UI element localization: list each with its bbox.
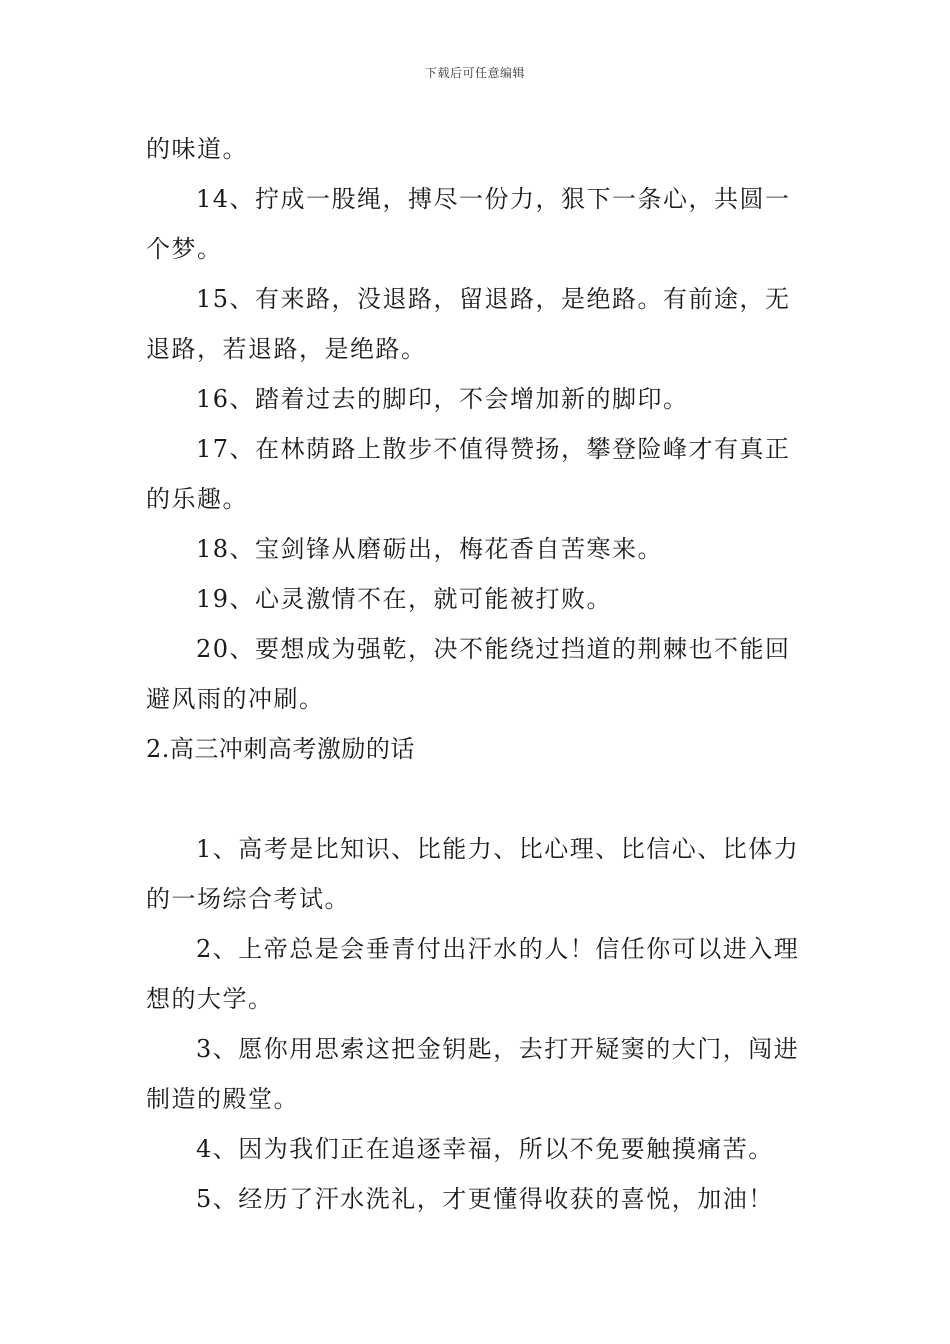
list-item-14 — [146, 174, 806, 274]
list-item-20 — [146, 624, 806, 724]
list-item-line: 制造的殿堂。 — [146, 1085, 299, 1113]
list-item-line: 避风雨的冲刷。 — [146, 685, 325, 713]
list-item-line: 1、高考是比知识、比能力、比心理、比信心、比体力 — [196, 835, 800, 863]
list-item-15 — [146, 274, 806, 374]
section-heading: 2.高三冲刺高考激励的话 — [146, 735, 415, 763]
list-item-line: 5、经历了汗水洗礼，才更懂得收获的喜悦，加油！ — [196, 1185, 774, 1213]
list-item-19 — [146, 574, 806, 624]
page-header-note: 下载后可任意编辑 — [424, 66, 525, 80]
list-item-line: 的乐趣。 — [146, 485, 248, 513]
list-item-4 — [146, 1124, 806, 1174]
list-item-line: 2、上帝总是会垂青付出汗水的人！信任你可以进入理 — [196, 935, 800, 963]
list-item-2 — [146, 924, 806, 1024]
list-item-line: 3、愿你用思索这把金钥匙，去打开疑窦的大门，闯进 — [196, 1035, 800, 1063]
list-item-line: 4、因为我们正在追逐幸福，所以不免要触摸痛苦。 — [196, 1135, 774, 1163]
list-item-line: 个梦。 — [146, 235, 223, 263]
list-item-1 — [146, 824, 806, 924]
document-body — [146, 124, 806, 1224]
list-item-line: 20、要想成为强乾，决不能绕过挡道的荆棘也不能回 — [196, 635, 791, 663]
list-item-line: 想的大学。 — [146, 985, 274, 1013]
list-item-line: 17、在林荫路上散步不值得赞扬，攀登险峰才有真正 — [196, 435, 791, 463]
list-item-5 — [146, 1174, 806, 1224]
list-item-18 — [146, 524, 806, 574]
list-item-line: 15、有来路，没退路，留退路，是绝路。有前途，无 — [196, 285, 791, 313]
continuation-line: 的味道。 — [146, 135, 248, 163]
blank-spacer — [146, 774, 806, 824]
list-item-line: 退路，若退路，是绝路。 — [146, 335, 427, 363]
list-item-line: 19、心灵激情不在，就可能被打败。 — [196, 585, 613, 613]
list-item-line: 的一场综合考试。 — [146, 885, 350, 913]
list-item-16 — [146, 374, 806, 424]
list-item-17 — [146, 424, 806, 524]
list-item-3 — [146, 1024, 806, 1124]
list-item-line: 18、宝剑锋从磨砺出，梅花香自苦寒来。 — [196, 535, 664, 563]
list-item-line: 16、踏着过去的脚印，不会增加新的脚印。 — [196, 385, 689, 413]
list-item-line: 14、拧成一股绳，搏尽一份力，狠下一条心，共圆一 — [196, 185, 791, 213]
